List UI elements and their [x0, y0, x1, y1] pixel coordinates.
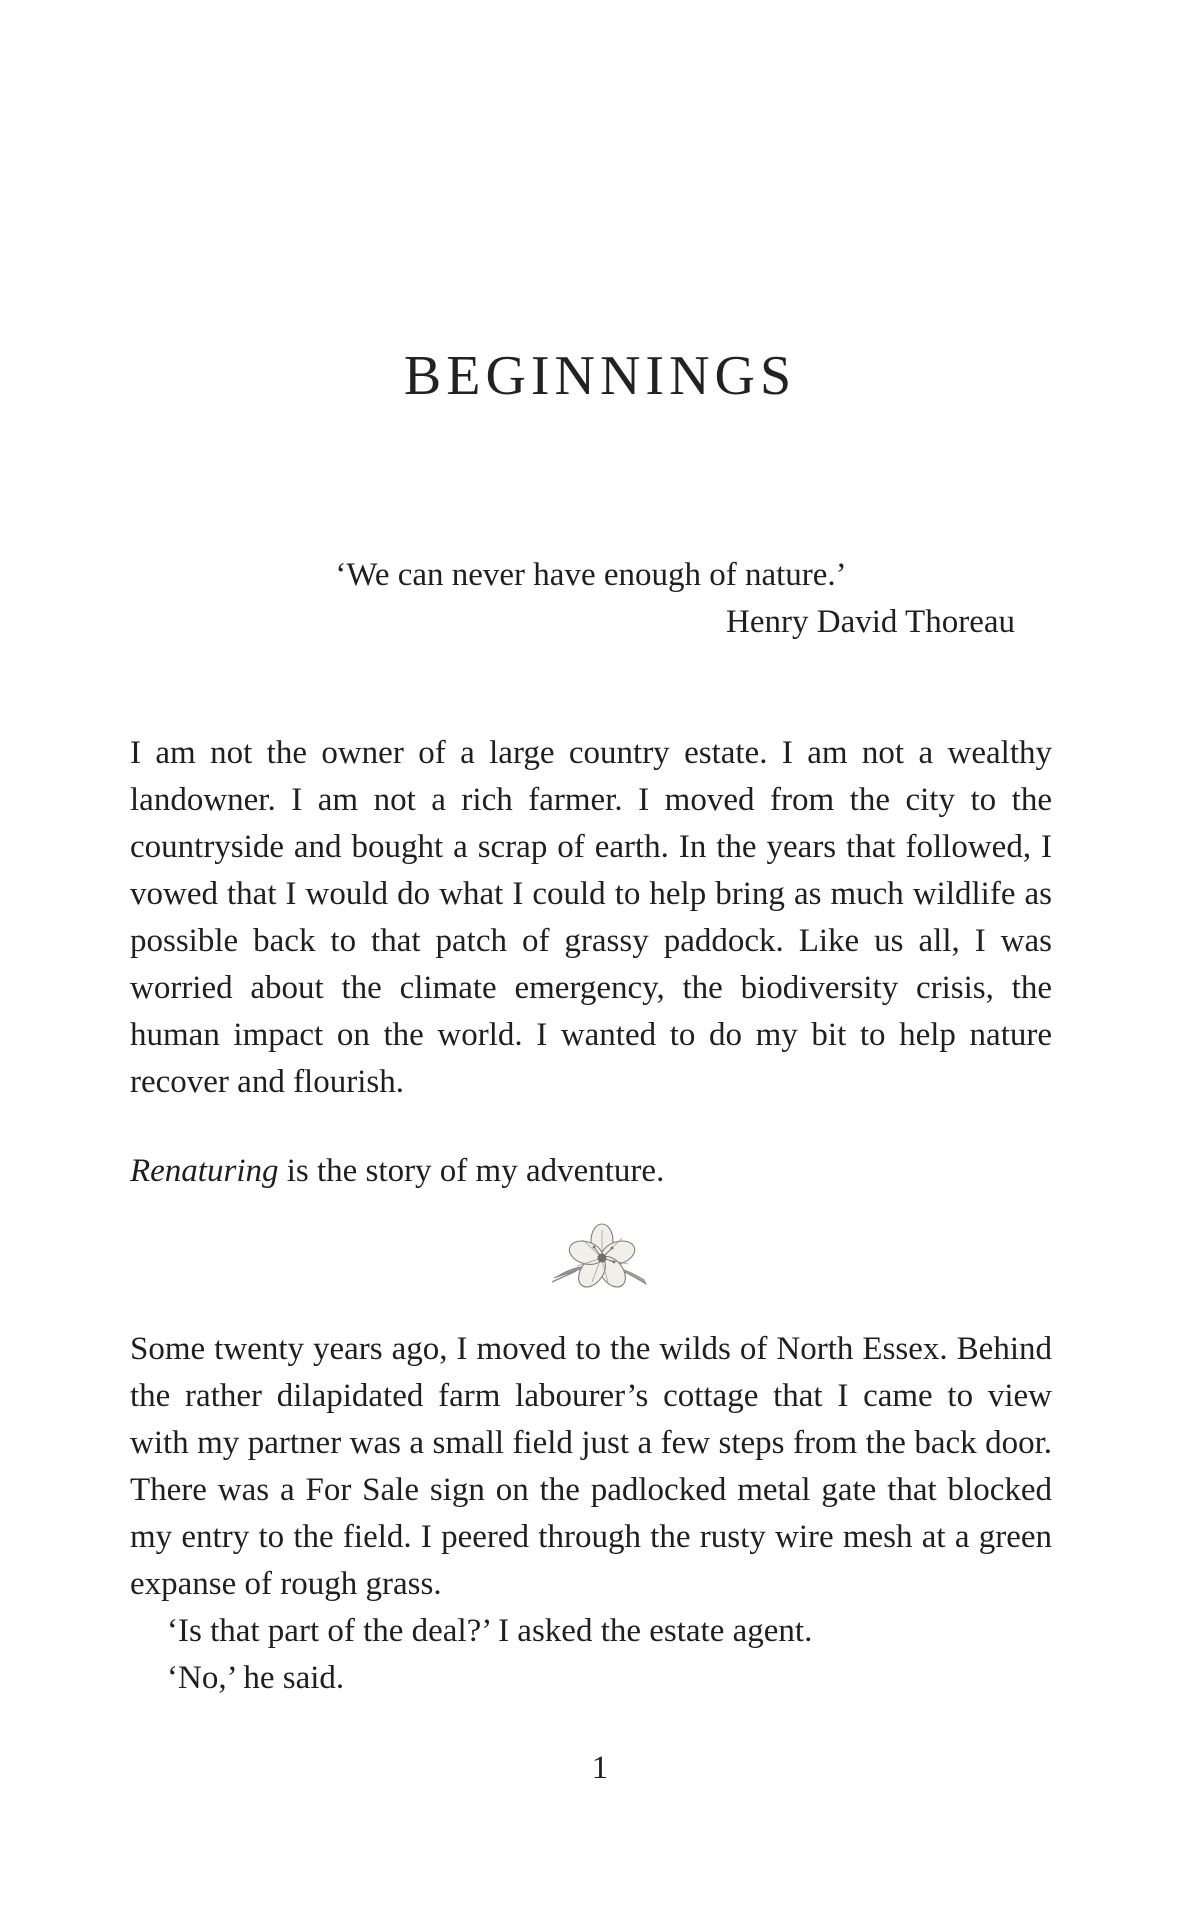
- paragraph-renaturing: [130, 1148, 1052, 1195]
- section-break: [0, 1220, 1200, 1301]
- section-two: [130, 1326, 1052, 1702]
- paragraph-move: Some twenty years ago, I moved to the wilds of North Essex. Behind the rather dilapidated farm labourer’s cottage that I came to view with my partner was a small field just a few steps from the back door. There was a For Sale sign on the padlocked metal gate that blocked my entry to the field. I peered through the rusty wire mesh at a green expanse of rough grass.: [130, 1331, 1052, 1602]
- chapter-title: BEGINNINGS: [403, 345, 797, 407]
- flower-ornament-icon: [550, 1220, 650, 1296]
- paragraph-opening: I am not the owner of a large country estate. I am not a wealthy landowner. I am not a rich farmer. I moved from the city to the countryside and bought a scrap of earth. In the years that followed, I vowed that I would do what I could to help bring as much wildlife as possible back to that patch of grassy paddock. Like us all, I was worried about the climate emergency, the biodiversity crisis, the human impact on the world. I wanted to do my bit to help nature recover and flourish.: [130, 735, 1052, 1100]
- dialogue-question: ‘Is that part of the deal?’ I asked the estate agent.: [167, 1613, 813, 1649]
- paragraph-renaturing-rest: is the story of my adventure.: [278, 1153, 665, 1189]
- epigraph: [130, 552, 1052, 646]
- epigraph-attribution: Henry David Thoreau: [726, 604, 1015, 640]
- book-title-italic: Renaturing: [130, 1153, 279, 1189]
- dialogue-answer: ‘No,’ he said.: [167, 1660, 345, 1696]
- page-number: 1: [591, 1750, 609, 1786]
- epigraph-quote: ‘We can never have enough of nature.’: [335, 557, 847, 593]
